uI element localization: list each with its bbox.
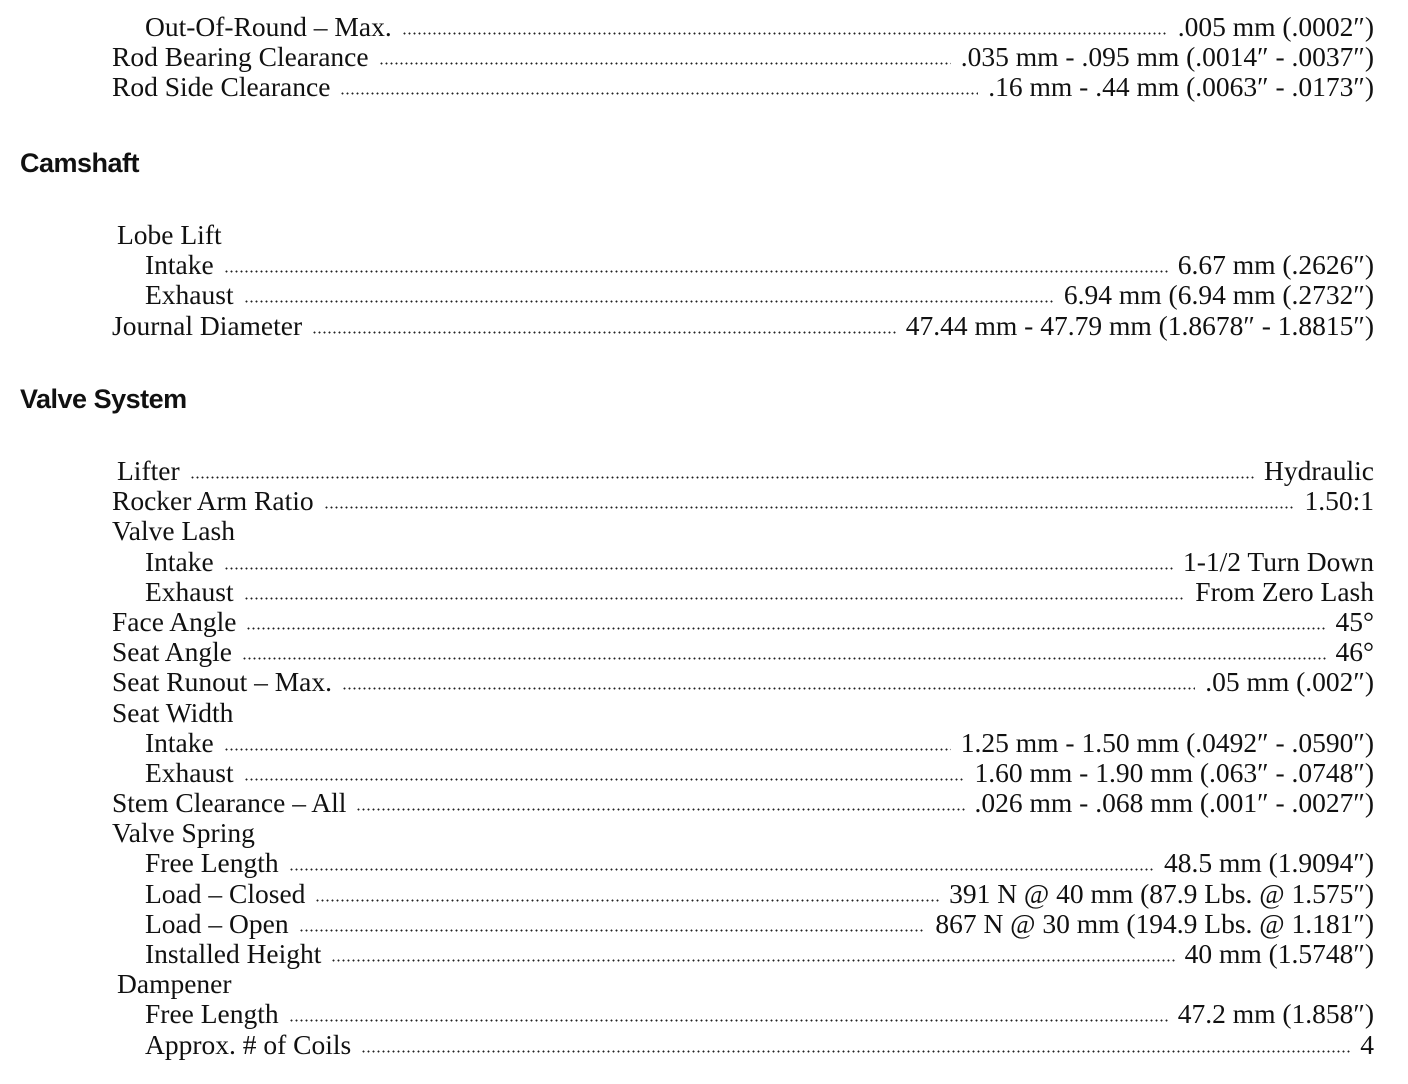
- spec-label: Free Length: [145, 847, 279, 879]
- spec-value: .05 mm (.002″): [1205, 666, 1374, 698]
- spec-value: .035 mm - .095 mm (.0014″ - .0037″): [960, 41, 1374, 73]
- dot-leader: [299, 929, 926, 932]
- spec-label: Exhaust: [145, 575, 234, 607]
- spec-row: [112, 969, 1374, 999]
- spec-row: [112, 637, 1374, 667]
- spec-value: 1.50:1: [1304, 485, 1374, 517]
- spec-row: [112, 818, 1374, 848]
- spec-label: Intake: [145, 249, 214, 281]
- spec-value: 867 N @ 30 mm (194.9 Lbs. @ 1.181″): [935, 907, 1374, 939]
- spec-value: .026 mm - .068 mm (.001″ - .0027″): [974, 787, 1374, 819]
- spec-value: Hydraulic: [1264, 455, 1374, 486]
- spec-value: 1.25 mm - 1.50 mm (.0492″ - .0590″): [960, 726, 1374, 758]
- spec-label: Lifter: [117, 455, 180, 486]
- dot-leader: [224, 748, 951, 751]
- dot-leader: [312, 331, 896, 334]
- spec-label: Intake: [145, 726, 214, 758]
- spec-label: Load – Open: [145, 907, 289, 939]
- dot-leader: [224, 567, 1173, 570]
- dot-leader: [379, 62, 951, 65]
- spec-row: [112, 999, 1374, 1029]
- spec-label: Lobe Lift: [117, 219, 222, 250]
- spec-label: Installed Height: [145, 938, 322, 969]
- spec-value: .005 mm (.0002″): [1177, 11, 1374, 42]
- spec-value: 45°: [1335, 605, 1374, 637]
- dot-leader: [340, 92, 978, 95]
- spec-label: Intake: [145, 545, 214, 577]
- spec-row: [112, 220, 1374, 250]
- spec-value: 47.2 mm (1.858″): [1177, 998, 1374, 1030]
- spec-label: Journal Diameter: [112, 309, 303, 341]
- spec-value: .16 mm - .44 mm (.0063″ - .0173″): [988, 71, 1374, 103]
- spec-value: 6.67 mm (.2626″): [1177, 249, 1374, 281]
- spec-label: Stem Clearance – All: [112, 787, 347, 819]
- spec-row: [112, 12, 1374, 42]
- spec-label: Rod Bearing Clearance: [112, 41, 369, 73]
- spec-label: Exhaust: [145, 756, 234, 788]
- spec-label: Valve Lash: [112, 515, 235, 547]
- dot-leader: [331, 959, 1174, 962]
- dot-leader: [190, 476, 1254, 479]
- section-heading: Valve System: [20, 384, 187, 414]
- spec-label: Seat Runout – Max.: [112, 666, 332, 698]
- spec-row: [112, 607, 1374, 637]
- spec-row: [112, 848, 1374, 878]
- spec-row: [112, 1030, 1374, 1060]
- spec-row: [112, 577, 1374, 607]
- spec-row: [112, 280, 1374, 310]
- spec-label: Rod Side Clearance: [112, 71, 331, 103]
- dot-leader: [224, 270, 1168, 273]
- dot-leader: [342, 687, 1195, 690]
- spec-label: Approx. # of Coils: [145, 1028, 352, 1060]
- spec-value: 1-1/2 Turn Down: [1182, 545, 1374, 577]
- spec-label: Seat Angle: [112, 636, 232, 668]
- spec-row: [112, 72, 1374, 102]
- spec-list: [112, 220, 1374, 341]
- dot-leader: [356, 808, 964, 811]
- spec-value: 48.5 mm (1.9094″): [1163, 847, 1374, 879]
- spec-row: [112, 667, 1374, 697]
- spec-label: Seat Width: [112, 696, 234, 728]
- spec-row: [112, 909, 1374, 939]
- spec-row: [112, 42, 1374, 72]
- spec-value: 391 N @ 40 mm (87.9 Lbs. @ 1.575″): [949, 877, 1374, 909]
- spec-label: Exhaust: [145, 279, 234, 311]
- dot-leader: [244, 300, 1054, 303]
- spec-label: Free Length: [145, 998, 279, 1030]
- dot-leader: [244, 597, 1186, 600]
- spec-row: [112, 250, 1374, 280]
- spec-row: [112, 311, 1374, 341]
- spec-row: [112, 788, 1374, 818]
- spec-value: 40 mm (1.5748″): [1184, 938, 1374, 969]
- spec-value: 47.44 mm - 47.79 mm (1.8678″ - 1.8815″): [905, 309, 1374, 341]
- spec-value: 4: [1360, 1028, 1374, 1060]
- spec-row: [112, 698, 1374, 728]
- spec-value: From Zero Lash: [1195, 575, 1374, 607]
- spec-value: 46°: [1335, 636, 1374, 668]
- dot-leader: [242, 657, 1326, 660]
- spec-row: [112, 758, 1374, 788]
- dot-leader: [244, 778, 965, 781]
- dot-leader: [315, 899, 939, 902]
- spec-row: [112, 547, 1374, 577]
- spec-value: 6.94 mm (6.94 mm (.2732″): [1063, 279, 1374, 311]
- dot-leader: [289, 1019, 1168, 1022]
- dot-leader: [246, 627, 1325, 630]
- spec-row: [112, 486, 1374, 516]
- spec-row: [112, 939, 1374, 969]
- spec-list: [112, 12, 1374, 103]
- spec-value: 1.60 mm - 1.90 mm (.063″ - .0748″): [974, 756, 1374, 788]
- spec-label: Out-Of-Round – Max.: [145, 11, 392, 42]
- spec-label: Rocker Arm Ratio: [112, 485, 314, 517]
- spec-row: [112, 516, 1374, 546]
- spec-label: Valve Spring: [112, 817, 255, 849]
- spec-row: [112, 728, 1374, 758]
- dot-leader: [289, 868, 1154, 871]
- dot-leader: [402, 32, 1168, 35]
- spec-label: Dampener: [117, 968, 232, 1000]
- spec-label: Load – Closed: [145, 877, 306, 909]
- spec-row: [112, 879, 1374, 909]
- spec-row: [112, 456, 1374, 486]
- spec-label: Face Angle: [112, 605, 237, 637]
- spec-list: [112, 456, 1374, 1060]
- dot-leader: [324, 506, 1295, 509]
- dot-leader: [361, 1050, 1350, 1053]
- section-heading: Camshaft: [20, 148, 140, 178]
